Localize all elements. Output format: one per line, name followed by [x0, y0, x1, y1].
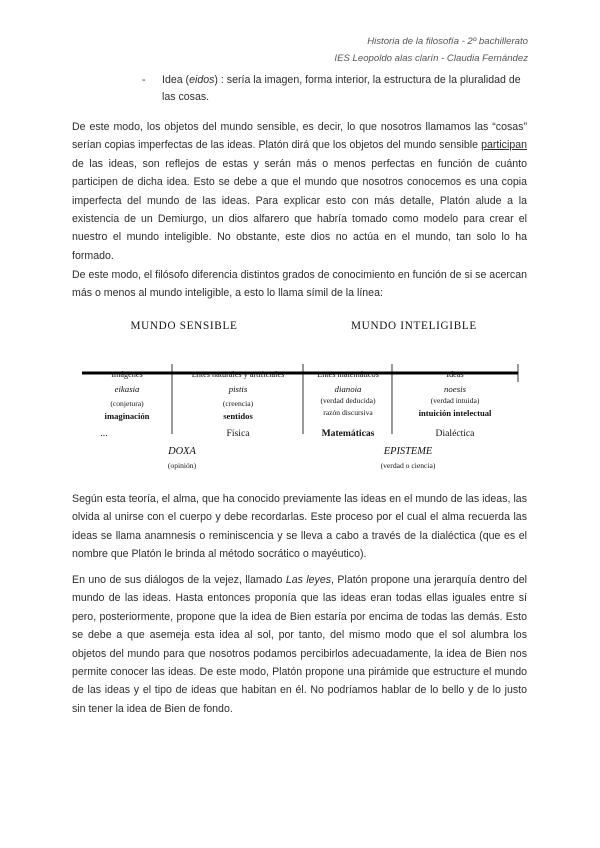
noesis-label: noesis [444, 384, 466, 394]
doxa-meaning: (opinión) [167, 461, 197, 470]
book-title-las-leyes: Las leyes [285, 574, 332, 586]
eikasia-label: eikasia [114, 384, 140, 394]
bullet-definition: ) : sería la imagen, forma interior, la estructura de la pluralidad de las cosas. [162, 74, 521, 103]
divided-line-diagram [72, 316, 528, 478]
dianoia-science: Matemáticas [321, 428, 375, 439]
eikasia-bottom: ... [100, 428, 108, 439]
paragraph-copies-start: De este modo, los objetos del mundo sensible, es decir, lo que nosotros llamamos las “cosas” serían copias imperfectas de las ideas. Platón dirá que los objetos del mundo sensible [72, 121, 527, 152]
underlined-term-participan: participan [481, 139, 527, 152]
pistis-faculty: sentidos [223, 411, 253, 421]
dianoia-faculty: razón discursiva [323, 408, 373, 417]
paragraph-leyes-start: En uno de sus diálogos de la vejez, llamado [72, 574, 286, 586]
episteme-label: EPISTEME [383, 446, 433, 457]
category-images: Imágenes [111, 370, 143, 379]
paragraph-leyes-end: , Platón propone una jerarquía dentro del mundo de las ideas. Hasta entonces proponía que las ideas eran todas ellas iguales entre sí pero, posteriormente, propone que la idea de Bien estaría por encima de todas las demás. Esto se debe a que asemeja esta idea al sol, por tanto, del mismo modo que el sol alumbra los objetos del mundo para que nosotros podamos percibirlos adecuadamente, la idea de Bien nos permite conocer las ideas. De este modo, Platón propone una pirámide que estructure el mundo de las ideas y el tipo de ideas que habitan en él. No podríamos hablar de lo bello y de lo justo sin tener la idea de Bien de fondo. [72, 574, 527, 715]
episteme-meaning: (verdad o ciencia) [380, 461, 436, 470]
noesis-meaning: (verdad intuida) [430, 396, 480, 405]
category-math-entities: Entes matemáticos [317, 370, 379, 379]
doxa-label: DOXA [168, 446, 196, 457]
pistis-label: pistis [228, 384, 248, 394]
header-author: IES Leopoldo alas clarín - Claudia Fernández [334, 52, 528, 64]
noesis-science: Dialéctica [435, 428, 475, 439]
category-natural-entities: Entes naturales y artificiales [191, 370, 285, 379]
eikasia-faculty: imaginación [104, 411, 150, 421]
paragraph-anamnesis: Según esta teoría, el alma, que ha conocido previamente las ideas en el mundo de las ideas, las olvida al unirse con el cuerpo y debe recordarlas. Este proceso por el cual el alma recuerda las ideas se llama anamnesis o reminiscencia y se lleva a cabo a través de la dialéctica (que es el nombre que Platón le brinda al método socrático o mayéutico). [72, 493, 527, 561]
bullet-term: Idea ( [162, 74, 190, 86]
dianoia-label: dianoia [334, 384, 362, 394]
page-header [334, 34, 528, 67]
paragraph-copies [72, 118, 527, 265]
bullet-text [162, 72, 530, 106]
dianoia-meaning: (verdad deducida) [320, 396, 376, 405]
pistis-science: Física [226, 428, 250, 439]
category-ideas: Ideas [446, 370, 464, 379]
eikasia-meaning: (conjetura) [110, 399, 144, 408]
bullet-item-idea [142, 72, 530, 106]
paragraph-grados: De este modo, el filósofo diferencia distintos grados de conocimiento en función de si se acercan más o menos al mundo inteligible, a esto lo llama símil de la línea: [72, 269, 527, 300]
paragraph-las-leyes [72, 571, 527, 718]
noesis-faculty: intuición intelectual [418, 408, 492, 418]
bullet-term-italic: eidos [189, 74, 215, 86]
paragraph-copies-end: de las ideas, son reflejos de estas y serán más o menos perfectas en función de cuánto participen de dicha idea. Esto se debe a que el mundo que nosotros conocemos es una copia imperfecta del mundo de las ideas. Para explicar esto con más detalle, Platón alude a la existencia de un Demiurgo, un dios alfarero que habría tomado como modelo para crear el nuestro el mundo inteligible. No obstante, este dios no actúa en el mundo, tan solo lo ha formado. [72, 157, 527, 262]
pistis-meaning: (creencia) [222, 399, 254, 408]
header-course: Historia de la filosofía - 2º bachillerato [367, 36, 528, 47]
bullet-dash: - [142, 74, 146, 86]
sensible-world-title: MUNDO SENSIBLE [130, 320, 238, 332]
intelligible-world-title: MUNDO INTELIGIBLE [351, 320, 477, 332]
